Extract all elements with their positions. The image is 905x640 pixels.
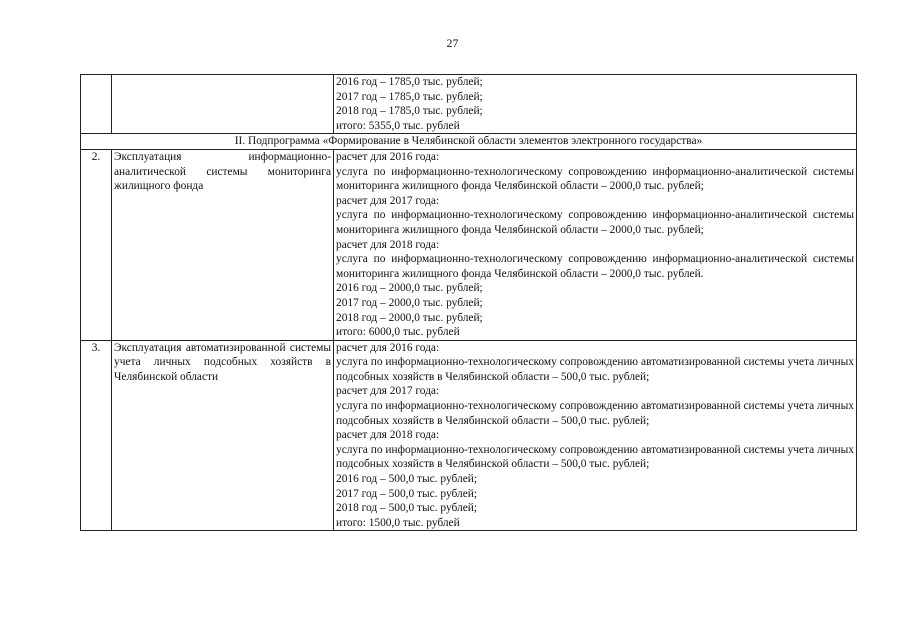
row-number-cell: 3.: [81, 340, 112, 531]
calc-text: услуга по информационно-технологическому сопровождению автоматизированной системы учета личных подсобных хозяйств в Челябинской области – 500,0 тыс. рублей;: [336, 356, 854, 383]
calc-text: услуга по информационно-технологическому сопровождению информационно-аналитической системы мониторинга жилищного фонда Челябинской области – 2000,0 тыс. рублей;: [336, 165, 854, 193]
total-line: итого: 5355,0 тыс. рублей: [336, 119, 460, 132]
calc-text: услуга по информационно-технологическому сопровождению автоматизированной системы учета личных подсобных хозяйств в Челябинской области – 500,0 тыс. рублей;: [336, 443, 854, 471]
calc-label: расчет для 2018 года:: [336, 238, 440, 251]
total-line: 2017 год – 1785,0 тыс. рублей;: [336, 90, 483, 103]
row-calc-cell: [334, 75, 857, 134]
total-line: 2018 год – 500,0 тыс. рублей;: [336, 502, 478, 515]
total-line: итого: 1500,0 тыс. рублей: [336, 516, 460, 529]
calc-label: расчет для 2018 года:: [336, 429, 440, 442]
calc-text: услуга по информационно-технологическому сопровождению информационно-аналитической системы мониторинга жилищного фонда Челябинской области – 2000,0 тыс. рублей;: [336, 209, 854, 236]
row-calc-cell: [334, 149, 857, 340]
row-calc-cell: [334, 340, 857, 531]
total-line: 2016 год – 2000,0 тыс. рублей;: [336, 282, 483, 295]
total-line: 2016 год – 1785,0 тыс. рублей;: [336, 76, 483, 88]
calc-label: расчет для 2016 года:: [336, 341, 440, 354]
table-row: [81, 340, 857, 531]
calc-label: расчет для 2017 года:: [336, 385, 440, 398]
row-name-cell: Эксплуатация информационно-аналитической системы мониторинга жилищного фонда: [112, 149, 334, 340]
table-row-continuation: [81, 75, 857, 134]
cost-table: [80, 74, 857, 531]
calc-label: расчет для 2017 года:: [336, 194, 440, 207]
row-name-cell: Эксплуатация автоматизированной системы учета личных подсобных хозяйств в Челябинской области: [112, 340, 334, 531]
subprogram-heading-row: [81, 134, 857, 150]
total-line: 2017 год – 2000,0 тыс. рублей;: [336, 296, 483, 309]
total-line: 2018 год – 1785,0 тыс. рублей;: [336, 105, 483, 118]
total-line: 2018 год – 2000,0 тыс. рублей;: [336, 311, 483, 324]
subprogram-heading: II. Подпрограмма «Формирование в Челябинской области элементов электронного государства»: [81, 134, 857, 150]
row-number-cell: 2.: [81, 149, 112, 340]
total-line: итого: 6000,0 тыс. рублей: [336, 326, 460, 339]
calc-text: услуга по информационно-технологическому сопровождению автоматизированной системы учета личных подсобных хозяйств в Челябинской области – 500,0 тыс. рублей;: [336, 400, 854, 427]
total-line: 2017 год – 500,0 тыс. рублей;: [336, 487, 478, 500]
calc-text: услуга по информационно-технологическому сопровождению информационно-аналитической системы мониторинга жилищного фонда Челябинской области – 2000,0 тыс. рублей.: [336, 253, 854, 280]
table-row: [81, 149, 857, 340]
total-line: 2016 год – 500,0 тыс. рублей;: [336, 473, 478, 486]
page-number: 27: [446, 36, 459, 50]
row-name-cell: [112, 75, 334, 134]
row-number-cell: [81, 75, 112, 134]
calc-label: расчет для 2016 года:: [336, 150, 440, 163]
